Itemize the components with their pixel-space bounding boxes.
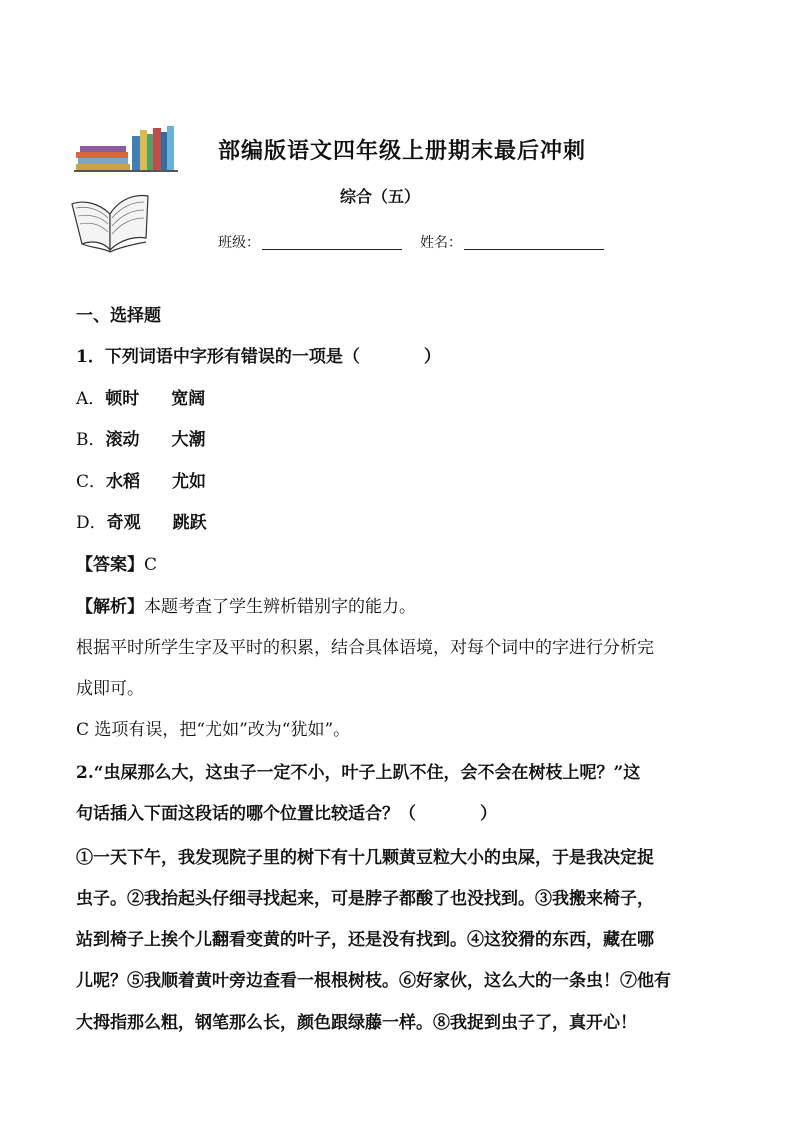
- name-blank: [464, 249, 604, 250]
- passage-line: 站到椅子上挨个儿翻看变黄的叶子，还是没有找到。④这狡猾的东西，藏在哪: [76, 930, 654, 950]
- class-field: [218, 232, 402, 252]
- books-stack-icon: [74, 124, 178, 174]
- class-label: 班级：: [218, 235, 260, 251]
- name-label: 姓名：: [420, 235, 462, 251]
- question-2-line-1: 2.“虫屎那么大，这虫子一定不小，叶子上趴不住，会不会在树枝上呢？”这: [76, 763, 641, 783]
- question-2-line-2: 句话插入下面这段话的哪个位置比较适合？（ ）: [76, 804, 497, 824]
- option-a: A．顿时 宽阔: [76, 389, 206, 409]
- analysis-line: 【解析】本题考查了学生辨析错别字的能力。: [76, 597, 416, 617]
- passage-line: ①一天下午，我发现院子里的树下有十几颗黄豆粒大小的虫屎，于是我决定捉: [76, 848, 654, 868]
- option-d: D．奇观 跳跃: [76, 513, 207, 533]
- option-c: C．水稻 尤如: [76, 472, 207, 492]
- explanation-line-3: C 选项有误，把“尤如”改为“犹如”。: [76, 720, 351, 740]
- section-heading: 一、选择题: [76, 306, 161, 326]
- document-title: 部编版语文四年级上册期末最后冲刺: [218, 138, 587, 164]
- question-1-stem: 1．下列词语中字形有错误的一项是（ ）: [76, 347, 441, 367]
- explanation-line-2: 成即可。: [76, 679, 144, 699]
- open-book-icon: [68, 192, 152, 254]
- passage-line: 虫子。②我抬起头仔细寻找起来，可是脖子都酸了也没找到。③我搬来椅子，: [76, 889, 654, 909]
- document-subtitle: 综合（五）: [340, 187, 421, 206]
- class-blank: [262, 249, 402, 250]
- passage-line: 大拇指那么粗，钢笔那么长，颜色跟绿藤一样。⑧我捉到虫子了，真开心！: [76, 1013, 637, 1033]
- name-field: [420, 232, 604, 252]
- option-b: B．滚动 大潮: [76, 430, 206, 450]
- answer-line: 【答案】C: [76, 555, 158, 575]
- explanation-line-1: 根据平时所学生字及平时的积累，结合具体语境，对每个词中的字进行分析完: [76, 638, 654, 658]
- passage-line: 儿呢？⑤我顺着黄叶旁边查看一根根树枝。⑥好家伙，这么大的一条虫！⑦他有: [76, 971, 671, 991]
